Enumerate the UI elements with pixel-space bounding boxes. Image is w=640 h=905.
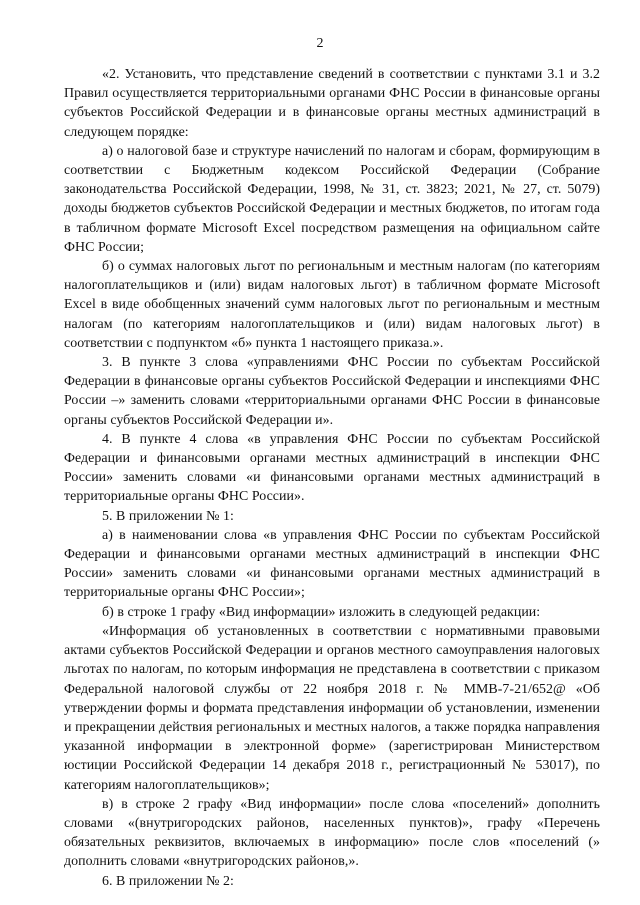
paragraph-item-5a: а) в наименовании слова «в управления ФНС России по субъектам Российской Федерации и финансовыми органами местных администраций в инспекции ФНС России» заменить словами «и финансовыми органами местных администраций в территориальные органы ФНС России»; [64,527,600,601]
document-body [64,65,600,891]
paragraph-item-4: 4. В пункте 4 слова «в управления ФНС России по субъектам Российской Федерации и финансовыми органами местных администраций в инспекции ФНС России» заменить словами «и финансовыми органами местных администраций в территориальные органы ФНС России». [64,431,600,505]
page-number: 2 [316,36,324,51]
paragraph-item-6: 6. В приложении № 2: [102,873,234,889]
paragraph-item-5v: в) в строке 2 графу «Вид информации» после слова «поселений» дополнить словами «(внутригородских районов, населенных пунктов)», графу «Перечень обязательных реквизитов, включаемых в информацию» после слов «поселений (» дополнить словами «внутригородских районов,». [64,796,600,870]
paragraph-clause-2: «2. Установить, что представление сведений в соответствии с пунктами 3.1 и 3.2 Правил осуществляется территориальными органами ФНС России в финансовые органы субъектов Российской Федерации и в финансовые органы местных администраций в следующем порядке: [64,67,600,140]
paragraph-subclause-b: б) о суммах налоговых льгот по региональным и местным налогам (по категориям налогоплательщиков и (или) видам налоговых льгот) в табличном формате Microsoft Excel в виде обобщенных значений сумм налоговых льгот по региональным и местным налогам (по категориям налогоплательщиков и (или) видам налоговых льгот) в соответствии с подпунктом «б» пункта 1 настоящего приказа.». [64,259,600,351]
paragraph-item-5b: б) в строке 1 графу «Вид информации» изложить в следующей редакции: [102,604,541,620]
paragraph-quote-info-type: «Информация об установленных в соответствии с нормативными правовыми актами субъектов Российской Федерации и органов местного самоуправления налоговых льготах по налогам, по которым информация не представлена в соответствии с приказом Федеральной налоговой службы от 22 ноября 2018 г. № ММВ-7-21/652@ «Об утверждении формы и формата представления информации об установлении, изменении и прекращении действия региональных и местных налогов, а также порядка направления указанной информации в электронной форме» (зарегистрирован Министерством юстиции Российской Федерации 14 декабря 2018 г., регистрационный № 53017), по категориям налогоплательщиков»; [64,623,600,793]
paragraph-item-3: 3. В пункте 3 слова «управлениями ФНС России по субъектам Российской Федерации в финансовые органы субъектов Российской Федерации и инспекциями ФНС России –» заменить словами «территориальными органами ФНС России в финансовые органы субъектов Российской Федерации и». [64,355,600,428]
paragraph-item-5: 5. В приложении № 1: [102,508,234,524]
paragraph-subclause-a: а) о налоговой базе и структуре начислений по налогам и сборам, формирующим в соответствии с Бюджетным кодексом Российской Федерации (Собрание законодательства Российской Федерации, 1998, № 31, ст. 3823; 2021, № 27, ст. 5079) доходы бюджетов субъектов Российской Федерации и местных бюджетов, по итогам года в табличном формате Microsoft Excel посредством размещения на официальном сайте ФНС России; [64,143,600,255]
